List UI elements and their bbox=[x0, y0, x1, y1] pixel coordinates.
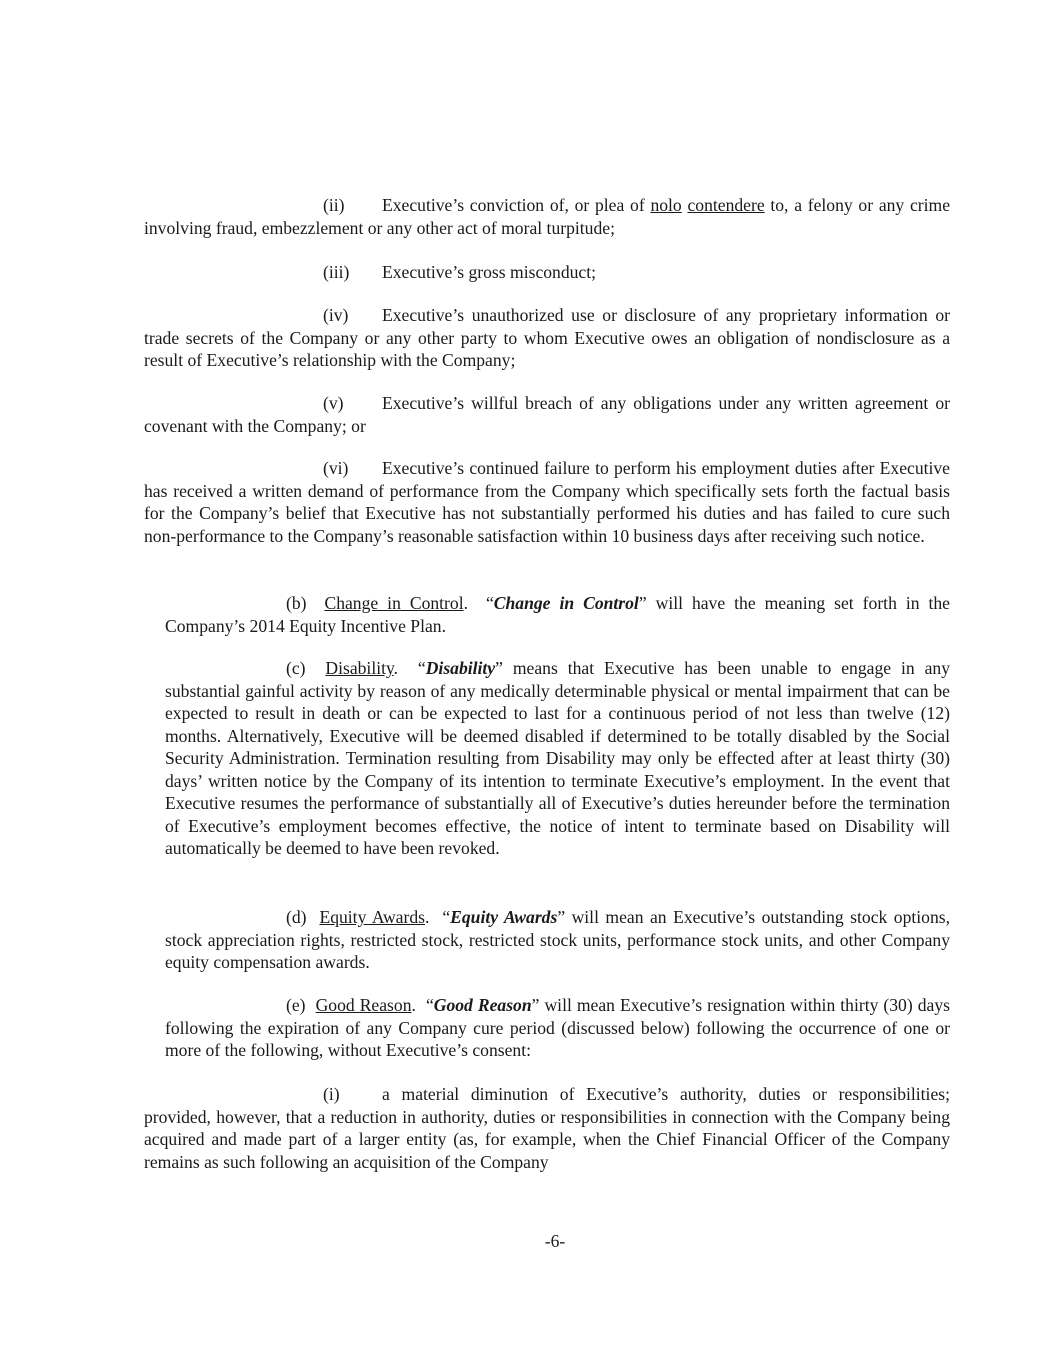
clause-ii-text-post: to, a felony or any crime involving fraud, embezzlement or any other act of moral turpitude; bbox=[144, 195, 951, 238]
clause-ii-latin-2: contendere bbox=[687, 195, 765, 215]
section-d: (d) Equity Awards. “Equity Awards” will mean an Executive’s outstanding stock options, stock appreciation rights, restricted stock, restricted stock units, performance stock units, and other Company equity compensation awards. bbox=[165, 907, 951, 972]
subclause-i bbox=[144, 1083, 950, 1173]
section-c-text: means that Executive has been unable to engage in any substantial gainful activity by reason of any medically determinable physical or mental impairment that can be expected to result in death or can be expected to last for a continuous period of not less than twelve (12) months. Alternatively, Executive will be deemed disabled if determined to be totally disabled by the Social Security Administration. Termination resulting from Disability may only be effected after at least thirty (30) days’ written notice by the Company of its intention to terminate Executive’s employment. In the event that Executive resumes the performance of substantially all of Executive’s duties hereunder before the termination of Executive’s employment becomes effective, the notice of intent to terminate based on Disability will automatically be deemed to have been revoked. bbox=[165, 658, 950, 858]
section-e-label: (e) bbox=[286, 995, 306, 1015]
section-b-label: (b) bbox=[286, 593, 307, 613]
subclause-i-number: (i) bbox=[323, 1084, 340, 1104]
clause-iv-text: Executive’s unauthorized use or disclosure of any proprietary information or trade secrets of the Company or any other party to whom Executive owes an obligation of nondisclosure as a result of Executive’s relationship with the Company; bbox=[144, 305, 950, 370]
section-d-text: will mean an Executive’s outstanding stock options, stock appreciation rights, restricted stock, restricted stock units, performance stock units, and other Company equity compensation awards. bbox=[165, 907, 951, 972]
clause-iii-number: (iii) bbox=[323, 262, 350, 282]
clause-iv-number: (iv) bbox=[323, 305, 349, 325]
section-c-heading: Disability bbox=[325, 658, 394, 678]
section-b: (b) Change in Control. “Change in Control” will have the meaning set forth in the Company’s 2014 Equity Incentive Plan. bbox=[165, 593, 950, 636]
clause-ii-number: (ii) bbox=[323, 195, 345, 215]
clause-vi-text: Executive’s continued failure to perform his employment duties after Executive has received a written demand of performance from the Company which specifically sets forth the factual basis for the Company’s belief that Executive has not substantially performed his duties and has failed to cure such non-performance to the Company’s reasonable satisfaction within 10 business days after receiving such notice. bbox=[144, 458, 950, 546]
clause-v-number: (v) bbox=[323, 393, 344, 413]
section-b-defined-term: Change in Control bbox=[493, 593, 639, 613]
section-c: (c) Disability. “Disability” means that Executive has been unable to engage in any substantial gainful activity by reason of any medically determinable physical or mental impairment that can be expected to result in death or can be expected to last for a continuous period of not less than twelve (12) months. Alternatively, Executive will be deemed disabled if determined to be totally disabled by the Social Security Administration. Termination resulting from Disability may only be effected after at least thirty (30) days’ written notice by the Company of its intention to terminate Executive’s employment. In the event that Executive resumes the performance of substantially all of Executive’s duties hereunder before the termination of Executive’s employment becomes effective, the notice of intent to terminate based on Disability will automatically be deemed to have been revoked. bbox=[165, 658, 950, 858]
section-d-label: (d) bbox=[286, 907, 307, 927]
clause-v-text: Executive’s willful breach of any obligations under any written agreement or covenant with the Company; or bbox=[144, 393, 950, 436]
clause-ii-latin-1: nolo bbox=[650, 195, 682, 215]
section-b-text: will have the meaning set forth in the Company’s 2014 Equity Incentive Plan. bbox=[165, 593, 950, 636]
subclause-i-text: a material diminution of Executive’s authority, duties or responsibilities; provided, however, that a reduction in authority, duties or responsibilities in connection with the Company being acquired and made part of a larger entity (as, for example, when the Chief Financial Officer of the Company remains as such following an acquisition of the Company bbox=[144, 1084, 950, 1172]
section-b-heading: Change in Control bbox=[324, 593, 464, 613]
clause-ii bbox=[144, 194, 950, 239]
section-e-defined-term: Good Reason bbox=[433, 995, 532, 1015]
section-e: (e) Good Reason. “Good Reason” will mean Executive’s resignation within thirty (30) days following the expiration of any Company cure period (discussed below) following the occurrence of one or more of the following, without Executive’s consent: bbox=[165, 995, 950, 1060]
section-c-label: (c) bbox=[286, 658, 306, 678]
clause-iv bbox=[144, 304, 950, 372]
clause-ii-text-pre: Executive’s conviction of, or plea of bbox=[382, 195, 651, 215]
section-c-defined-term: Disability bbox=[425, 658, 496, 678]
clause-vi-number: (vi) bbox=[323, 458, 349, 478]
section-e-heading: Good Reason bbox=[315, 995, 412, 1015]
section-d-heading: Equity Awards bbox=[319, 907, 425, 927]
section-e-text: will mean Executive’s resignation within thirty (30) days following the expiration of any Company cure period (discussed below) following the occurrence of one or more of the following, without Executive’s consent: bbox=[165, 995, 950, 1060]
page-number: -6- bbox=[544, 1231, 566, 1251]
clause-iii-text: Executive’s gross misconduct; bbox=[382, 262, 597, 282]
clause-iii bbox=[144, 261, 950, 284]
section-d-defined-term: Equity Awards bbox=[450, 907, 558, 927]
clause-v bbox=[144, 392, 950, 437]
clause-vi bbox=[144, 457, 950, 547]
